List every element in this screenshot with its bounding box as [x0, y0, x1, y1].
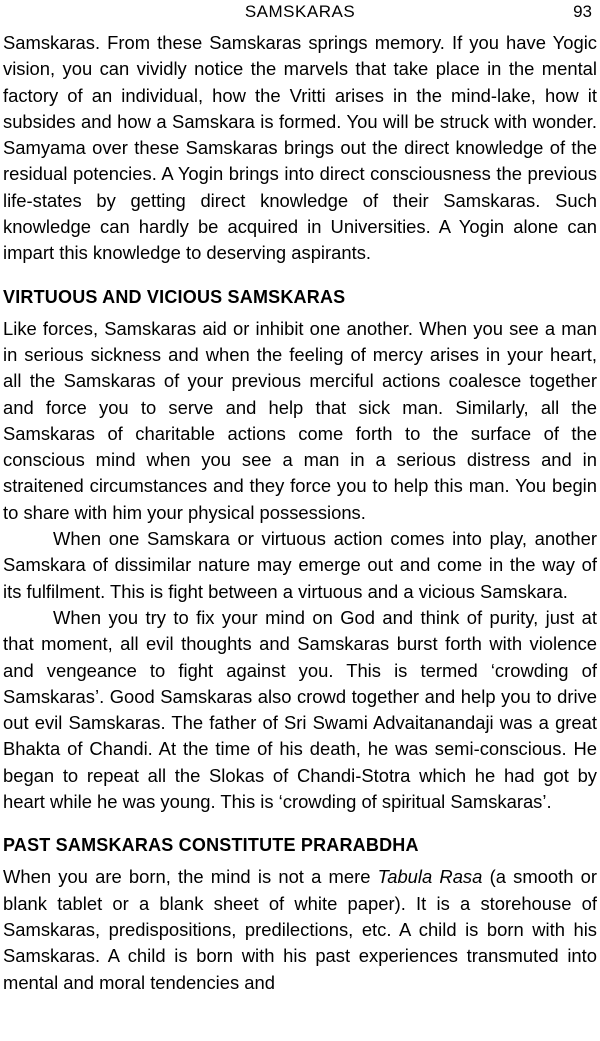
paragraph-continued: Samskaras. From these Samskaras springs memory. If you have Yogic vision, you can vividly notice the marvels that take place in the mental factory of an individual, how the Vritti arises in the mind-lake, how it subsides and how a Samskara is formed. You will be struck with wonder. Samyama over these Samskaras brings out the direct knowledge of the residual potencies. A Yogin brings into direct consciousness the previous life-states by getting direct knowledge of their Samskaras. Such knowledge can hardly be acquired in Universities. A Yogin alone can impart this knowledge to deserving aspirants.: [3, 32, 597, 264]
paragraph-crowding: When you try to fix your mind on God and think of purity, just at that moment, all evil thoughts and Samskaras burst forth with violence and vengeance to fight against you. This is termed ‘crowding of Samskaras’. Good Samskaras also crowd together and help you to drive out evil Samskaras. The father of Sri Swami Advaitanandaji was a great Bhakta of Chandi. At the time of his death, he was semi-conscious. He began to repeat all the Slokas of Chandi-Stotra which he had got by heart while he was young. This is ‘crowding of spiritual Samskaras’.: [3, 606, 597, 813]
paragraph-one-samskara: When one Samskara or virtuous action comes into play, another Samskara of dissimilar nature may emerge out and come in the way of its fulfilment. This is fight between a virtuous and a vicious Samskara.: [3, 528, 597, 602]
section-heading-virtuous-vicious: VIRTUOUS AND VICIOUS SAMSKARAS: [3, 286, 346, 307]
text-after-italic: (a smooth or blank tablet or a blank sheet of white paper). It is a storehouse of Samskaras, predispositions, predilections, etc. A child is born with his Samskaras. A child is born with his past experiences transmuted into mental and moral tendencies and: [3, 866, 597, 993]
text-before-italic: When you are born, the mind is not a mere: [3, 866, 378, 888]
paragraph-tabula-rasa: [3, 864, 597, 995]
italic-term: Tabula Rasa: [377, 866, 483, 888]
page-body: [3, 30, 597, 996]
section-heading-prarabdha: PAST SAMSKARAS CONSTITUTE PRARABDHA: [3, 835, 419, 856]
running-title: SAMSKARAS: [244, 2, 356, 21]
paragraph-like-forces: Like forces, Samskaras aid or inhibit one another. When you see a man in serious sickness and when the feeling of mercy arises in your heart, all the Samskaras of your previous merciful actions coalesce together and force you to serve and help that sick man. Similarly, all the Samskaras of charitable actions come forth to the surface of the conscious mind when you see a man in a serious distress and in straitened circumstances and they force you to help this man. You begin to share with him your physical possessions.: [3, 317, 597, 523]
running-header: [0, 0, 600, 26]
page-number: 93: [573, 2, 592, 21]
